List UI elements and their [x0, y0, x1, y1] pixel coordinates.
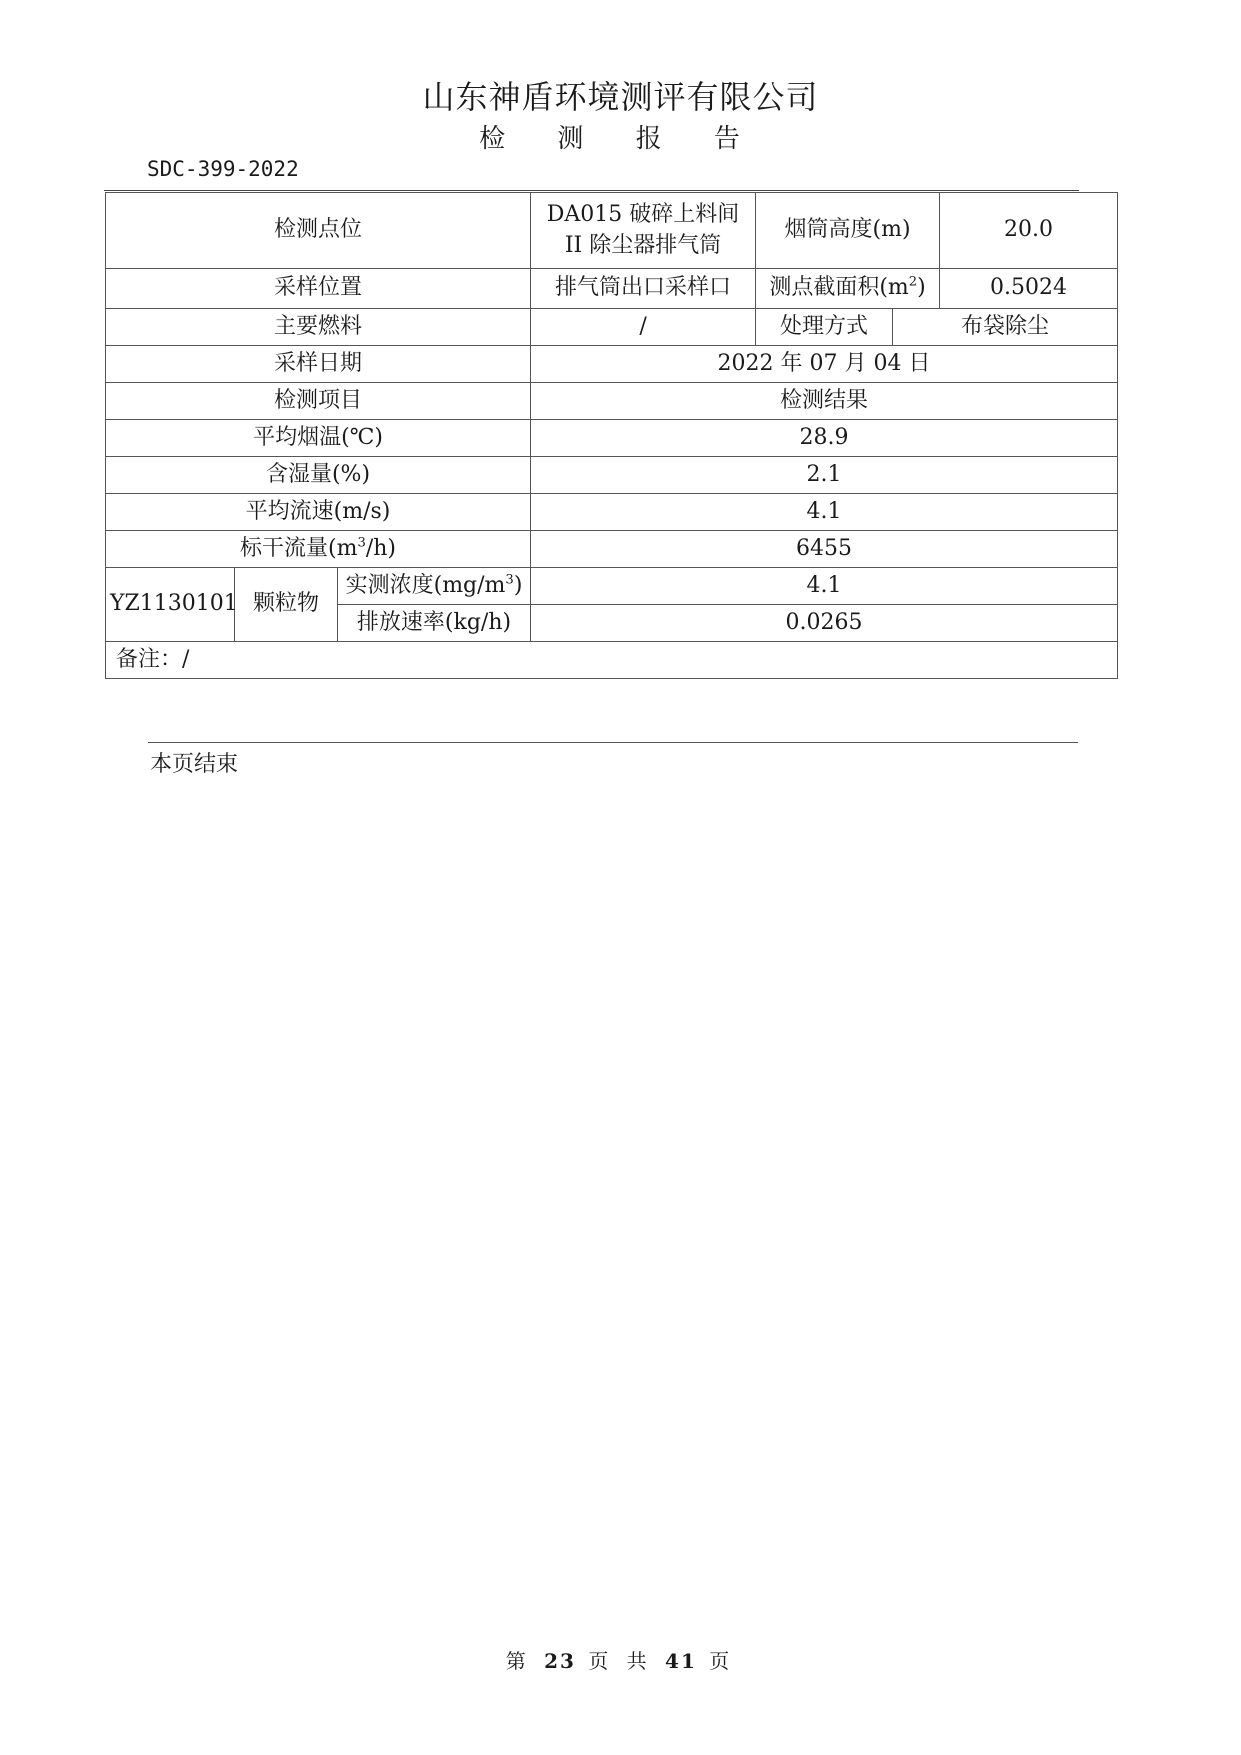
table-row: [106, 494, 1118, 531]
moisture-value: 2.1: [531, 457, 1118, 494]
concentration-close: ): [513, 572, 523, 598]
emission-rate-label: 排放速率(kg/h): [338, 605, 531, 642]
table-row: [106, 568, 1118, 605]
section-area-label: [756, 269, 940, 309]
page-number: [0, 1645, 1241, 1674]
avg-velocity-value: 4.1: [531, 494, 1118, 531]
std-flow-value: 6455: [531, 531, 1118, 568]
point-value: [531, 193, 756, 269]
avg-velocity-label: 平均流速(m/s): [106, 494, 531, 531]
stack-height-label: 烟筒高度(m): [756, 193, 940, 269]
sampling-date-value: 2022 年 07 月 04 日: [531, 346, 1118, 383]
page-middle: 页 共: [588, 1649, 653, 1673]
table-row: [106, 457, 1118, 494]
avg-temp-value: 28.9: [531, 420, 1118, 457]
point-label: 检测点位: [106, 193, 531, 269]
std-flow-close: /h): [365, 535, 397, 561]
section-area-sup: 2: [908, 274, 918, 290]
fuel-value: /: [531, 309, 756, 346]
report-subtitle: 检 测 报 告: [479, 124, 762, 154]
pollutant-name: 颗粒物: [235, 568, 338, 642]
sample-id: YZ1130101: [106, 568, 235, 642]
footer-rule: [148, 742, 1078, 743]
table-row: [106, 420, 1118, 457]
moisture-label: 含湿量(%): [106, 457, 531, 494]
concentration-label: [338, 568, 531, 605]
sampling-location-label: 采样位置: [106, 269, 531, 309]
avg-temp-label: 平均烟温(℃): [106, 420, 531, 457]
table-row: [106, 642, 1118, 679]
page-end-text: 本页结束: [150, 752, 239, 777]
fuel-label: 主要燃料: [106, 309, 531, 346]
page-suffix: 页: [709, 1649, 736, 1673]
std-flow-sup: 3: [357, 535, 366, 551]
total-pages: 41: [665, 1649, 697, 1673]
test-result-table: [105, 192, 1118, 679]
page-prefix: 第: [505, 1649, 532, 1673]
emission-rate-value: 0.0265: [531, 605, 1118, 642]
result-header: 检测结果: [531, 383, 1118, 420]
concentration-sup: 3: [505, 572, 514, 588]
point-value-line2: II 除尘器排气筒: [564, 232, 722, 258]
table-row: [106, 383, 1118, 420]
document-number: SDC-399-2022: [147, 157, 299, 181]
section-area-value: 0.5024: [940, 269, 1118, 309]
table-row: [106, 531, 1118, 568]
table-row: [106, 309, 1118, 346]
concentration-value: 4.1: [531, 568, 1118, 605]
header-rule: [104, 190, 1079, 191]
table-row: [106, 346, 1118, 383]
concentration-text: 实测浓度(mg/m: [345, 572, 506, 598]
item-header: 检测项目: [106, 383, 531, 420]
std-flow-text: 标干流量(m: [240, 535, 358, 561]
treatment-value: 布袋除尘: [893, 309, 1118, 346]
std-flow-label: [106, 531, 531, 568]
section-area-text: 测点截面积(m: [769, 275, 909, 301]
remarks: 备注：/: [106, 642, 1118, 679]
stack-height-value: 20.0: [940, 193, 1118, 269]
table-row: [106, 269, 1118, 309]
sampling-location-value: 排气筒出口采样口: [531, 269, 756, 309]
treatment-label: 处理方式: [756, 309, 893, 346]
point-value-line1: DA015 破碎上料间: [546, 201, 740, 227]
current-page: 23: [544, 1649, 576, 1673]
table-row: [106, 193, 1118, 269]
sampling-date-label: 采样日期: [106, 346, 531, 383]
company-name: 山东神盾环境测评有限公司: [422, 78, 819, 116]
section-area-close: ): [917, 275, 926, 301]
